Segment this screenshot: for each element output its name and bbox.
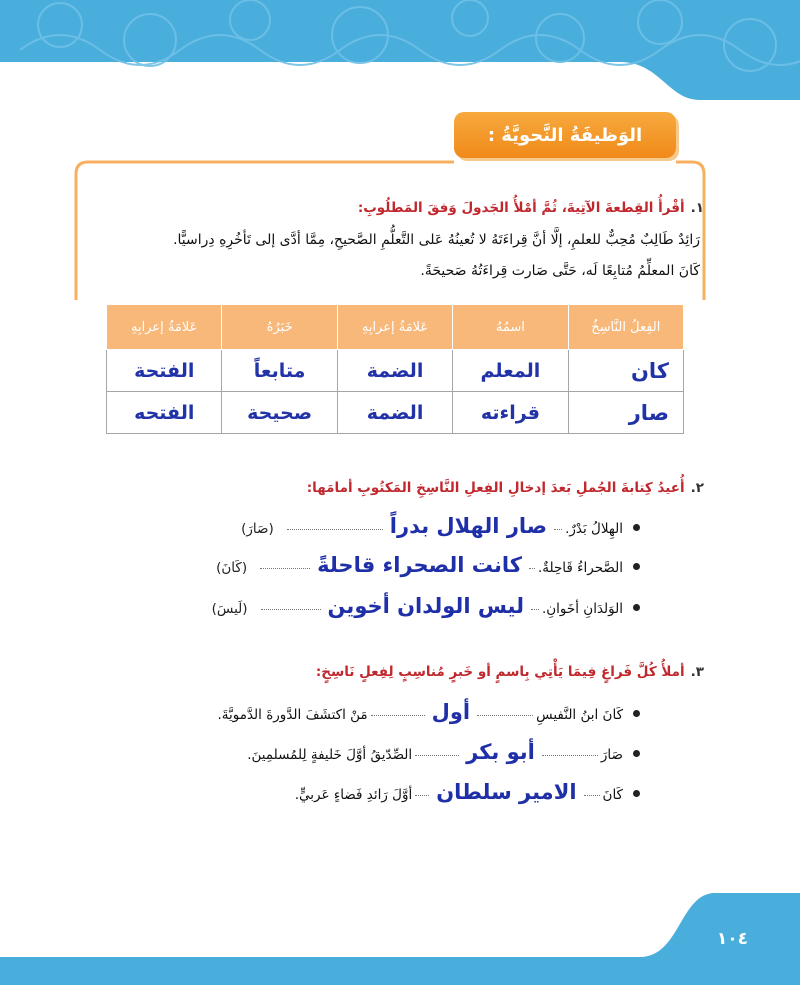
table-cell: قراءته [453, 392, 568, 434]
dotted-line [415, 755, 459, 756]
q2-answer: ليس الولدان أخوين [327, 594, 524, 618]
table-cell: صحيحة [222, 392, 337, 434]
bullet-icon [633, 563, 640, 570]
header-band [0, 0, 800, 100]
q2-instruction-text: أُعيدُ كِتابةَ الجُملِ بَعدَ إدخالِ الفِعلِ النَّاسِخِ المَكتُوبِ أمامَها: [306, 480, 685, 496]
dotted-line [542, 755, 598, 756]
q2-item [241, 514, 640, 538]
q3-instruction [316, 664, 704, 680]
q2-verb: (صَارَ) [241, 521, 274, 537]
q2-item [212, 594, 640, 618]
q3-instruction-text: أملأُ كُلَّ فَراغٍ فِيمَا يَأْتِي بِاسمٍ أو خَبرٍ مُناسِبٍ لِفِعلٍ نَاسِخٍ: [315, 664, 685, 680]
table-cell: الضمة [337, 392, 452, 434]
table-cell: الضمة [337, 350, 452, 392]
dotted-line [287, 529, 383, 530]
table-header-cell: الفِعلُ النَّاسِخُ [568, 305, 683, 350]
q2-instruction [307, 480, 704, 496]
q3-number: ٣. [690, 664, 704, 680]
q2-answer: كانت الصحراء قاحلةً [317, 553, 522, 577]
section-title: الوَظيفَةُ النَّحويَّةُ : [454, 112, 676, 158]
q3-before: كَانَ ابنُ النَّفيسِ [536, 707, 623, 723]
table-header-cell: عَلامَةُ إعرابِهِ [337, 305, 452, 350]
table-header-cell: اسمُهُ [453, 305, 568, 350]
footer-band-shape [0, 875, 800, 985]
table-cell: المعلم [453, 350, 568, 392]
q1-number: ١. [690, 200, 704, 216]
dotted-line [477, 715, 533, 716]
q3-after: مَنْ اكتشَفَ الدَّورةَ الدَّمويَّةَ. [217, 707, 368, 723]
q3-before: كَانَ [602, 787, 623, 803]
header-band-shape [0, 0, 800, 100]
table-header-cell: خَبَرُهُ [222, 305, 337, 350]
table-cell: صار [568, 392, 683, 434]
q3-item [217, 700, 640, 724]
dotted-line [554, 529, 562, 530]
q3-answer: أبو بكر [466, 740, 535, 764]
q1-passage-line2: كَانَ المعلِّمُ مُتابِعًا لَه، حَتَّى صَارت قِراءَتُهُ صَحيحَةً. [420, 263, 700, 279]
page-number: ١٠٤ [716, 929, 748, 949]
bullet-icon [633, 710, 640, 717]
q2-item [216, 553, 640, 577]
q2-number: ٢. [690, 480, 704, 496]
table-cell: الفتحة [107, 350, 222, 392]
q3-after: أوَّلَ رَائدِ فَضاءٍ عَربيٍّ. [294, 787, 413, 803]
q3-item [295, 780, 640, 804]
q3-before: صَارَ [600, 747, 623, 763]
dotted-line [261, 609, 321, 610]
table-cell: متابعاً [222, 350, 337, 392]
dotted-line [584, 795, 600, 796]
q3-item [247, 740, 640, 764]
table-row [107, 392, 684, 434]
footer-band [0, 875, 800, 985]
table-header-row [107, 305, 684, 350]
table-row [107, 350, 684, 392]
q2-sentence: الوَلدَانِ أخَوانِ. [541, 601, 623, 617]
q1-instruction-text: أقْرأُ القِطعةَ الآتِيةَ، ثُمَّ أمْلأُ الجَدولَ وَفقَ المَطلُوبِ: [357, 200, 685, 216]
dotted-line [531, 609, 539, 610]
bullet-icon [633, 604, 640, 611]
dotted-line [415, 795, 429, 796]
q3-after: الصِّدّيقُ أوَّلَ خَليفةٍ لِلمُسلمِينَ. [247, 747, 413, 763]
q2-sentence: الصَّحراءُ قَاحِلةٌ. [537, 560, 623, 576]
bullet-icon [633, 790, 640, 797]
q1-instruction [358, 200, 704, 216]
q3-answer: الامير سلطان [436, 780, 577, 804]
bullet-icon [633, 524, 640, 531]
q1-passage-line1: رَائِدٌ طَالِبٌ مُحِبٌّ للعلمِ، إلَّا أنَّ قِراءَتَهُ لا تُعينُهُ عَلى التَّعلُّمِ الصَّحيحِ، مِمَّا أدَّى إلى تَأخُرِهِ دِراسيًّا. [173, 232, 700, 248]
bullet-icon [633, 750, 640, 757]
grammar-table [106, 304, 684, 434]
dotted-line [260, 568, 310, 569]
q3-answer: أول [431, 700, 471, 724]
q2-sentence: الهِلالُ بَدْرٌ. [565, 521, 623, 537]
q2-verb: (لَيسَ) [211, 601, 248, 617]
table-header-cell: عَلامَةُ إعرابِهِ [107, 305, 222, 350]
q2-verb: (كَانَ) [216, 560, 248, 576]
table-cell: كان [568, 350, 683, 392]
q2-answer: صار الهلال بدراً [389, 514, 548, 538]
table-cell: الفتحه [107, 392, 222, 434]
section-frame [72, 160, 708, 300]
dotted-line [529, 568, 535, 569]
dotted-line [371, 715, 425, 716]
